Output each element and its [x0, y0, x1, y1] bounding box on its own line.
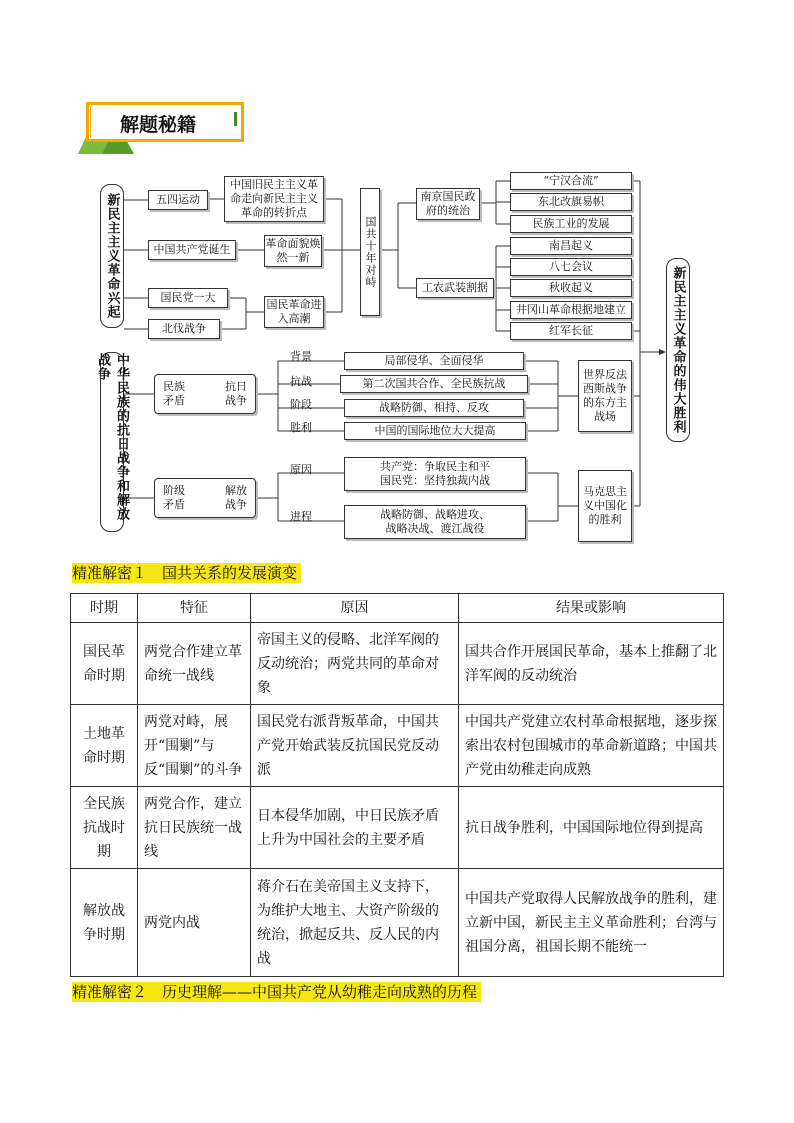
table-row: [71, 869, 724, 977]
label-background: 背景: [290, 350, 312, 363]
table-row: [71, 705, 724, 787]
box-marxism-sinicization: 马克思主义中国化的胜利: [578, 470, 632, 542]
cell-result: 国共合作开展国民革命，基本上推翻了北洋军阀的反动统治: [459, 623, 724, 705]
table-row: [71, 787, 724, 869]
item-liberation-cause: 共产党：争取民主和平 国民党：坚持独裁内战: [344, 457, 526, 491]
box-kmt-congress: 国民党一大: [148, 288, 228, 308]
label-stage: 阶段: [290, 398, 312, 411]
label-resistance: 抗战: [290, 375, 312, 388]
item-second-cooperation: 第二次国共合作、全民族抗战: [340, 375, 528, 393]
item-ninghan-merger: “宁汉合流”: [510, 172, 632, 190]
box-class-conflict: 阶级矛盾 解放战争: [154, 478, 256, 518]
cell-feature: 两党内战: [138, 869, 251, 977]
box-national-revolution: 国民革命进入高潮: [264, 296, 324, 328]
cell-cause: 日本侵华加剧，中日民族矛盾上升为中国社会的主要矛盾: [251, 787, 459, 869]
item-liberation-process: 战略防御、战略进攻、 战略决战、渡江战役: [344, 505, 526, 539]
cell-result: 中国共产党取得人民解放战争的胜利，建立新中国，新民主主义革命胜利；台湾与祖国分离，祖国长期不能统一: [459, 869, 724, 977]
item-jinggangshan: 井冈山革命根据地建立: [510, 301, 632, 319]
label-new-democratic-rise: 新民主主义革命兴起: [100, 184, 124, 328]
cell-cause: 帝国主义的侵略、北洋军阀的反动统治；两党共同的革命对象: [251, 623, 459, 705]
label-cause: 原因: [290, 463, 312, 476]
label-war-of-resistance: 中华民族的抗日战争和解放战争: [100, 352, 124, 532]
item-northeast-flag: 东北改旗易帜: [510, 193, 632, 211]
table-header-row: [71, 594, 724, 623]
item-august-seventh: 八七会议: [510, 258, 632, 276]
box-may-fourth-result: 中国旧民主主义革命走向新民主主义革命的转折点: [224, 176, 324, 222]
section-title-2: 精准解密２ 历史理解——中国共产党从幼稚走向成熟的历程: [72, 982, 481, 1002]
cell-feature: 两党合作建立革命统一战线: [138, 623, 251, 705]
box-eastern-battlefield: 世界反法西斯战争的东方主战场: [578, 360, 632, 432]
box-ccp-born: 中国共产党诞生: [148, 240, 236, 260]
item-nanchang-uprising: 南昌起义: [510, 237, 632, 255]
relations-table: [70, 593, 724, 977]
cell-period: 解放战争时期: [71, 869, 138, 977]
page-title: 解题秘籍: [120, 114, 197, 136]
box-northern-expedition: 北伐战争: [148, 319, 220, 339]
cell-result: 抗日战争胜利，中国国际地位得到提高: [459, 787, 724, 869]
label-process: 进程: [290, 510, 312, 523]
item-strategic-stages: 战略防御、相持、反攻: [344, 399, 524, 417]
item-long-march: 红军长征: [510, 322, 632, 340]
item-autumn-harvest: 秋收起义: [510, 279, 632, 297]
section-title-1: 精准解密１ 国共关系的发展演变: [72, 563, 301, 583]
cell-period: 土地革命时期: [71, 705, 138, 787]
box-nanjing-government: 南京国民政府的统治: [416, 188, 480, 220]
cell-feature: 两党合作，建立抗日民族统一战线: [138, 787, 251, 869]
label-victory: 胜利: [290, 421, 312, 434]
item-international-status: 中国的国际地位大大提高: [344, 422, 526, 440]
cell-result: 中国共产党建立农村革命根据地，逐步探索出农村包围城市的革命新道路；中国共产党由幼稚走向成熟: [459, 705, 724, 787]
header-period: 时期: [71, 594, 138, 623]
cell-cause: 蒋介石在美帝国主义支持下，为维护大地主、大资产阶级的统治，掀起反共、反人民的内战: [251, 869, 459, 977]
item-national-industry: 民族工业的发展: [510, 215, 632, 233]
table-row: [71, 623, 724, 705]
item-invasion: 局部侵华、全面侵华: [344, 352, 524, 370]
header-result: 结果或影响: [459, 594, 724, 623]
cell-feature: 两党对峙，展开“围剿”与反“围剿”的斗争: [138, 705, 251, 787]
box-national-conflict: 民族矛盾 抗日战争: [154, 374, 256, 414]
box-may-fourth: 五四运动: [148, 190, 208, 210]
box-worker-peasant-regime: 工农武装割据: [416, 278, 494, 298]
box-ten-year-confrontation: 国共十年对峙: [360, 188, 380, 316]
cell-period: 国民革命时期: [71, 623, 138, 705]
label-great-victory: 新民主主义革命的伟大胜利: [666, 258, 690, 442]
cell-cause: 国民党右派背叛革命，中国共产党开始武装反抗国民党反动派: [251, 705, 459, 787]
box-ccp-result: 革命面貌焕然一新: [264, 235, 322, 267]
header-cause: 原因: [251, 594, 459, 623]
header-feature: 特征: [138, 594, 251, 623]
cell-period: 全民族抗战时期: [71, 787, 138, 869]
